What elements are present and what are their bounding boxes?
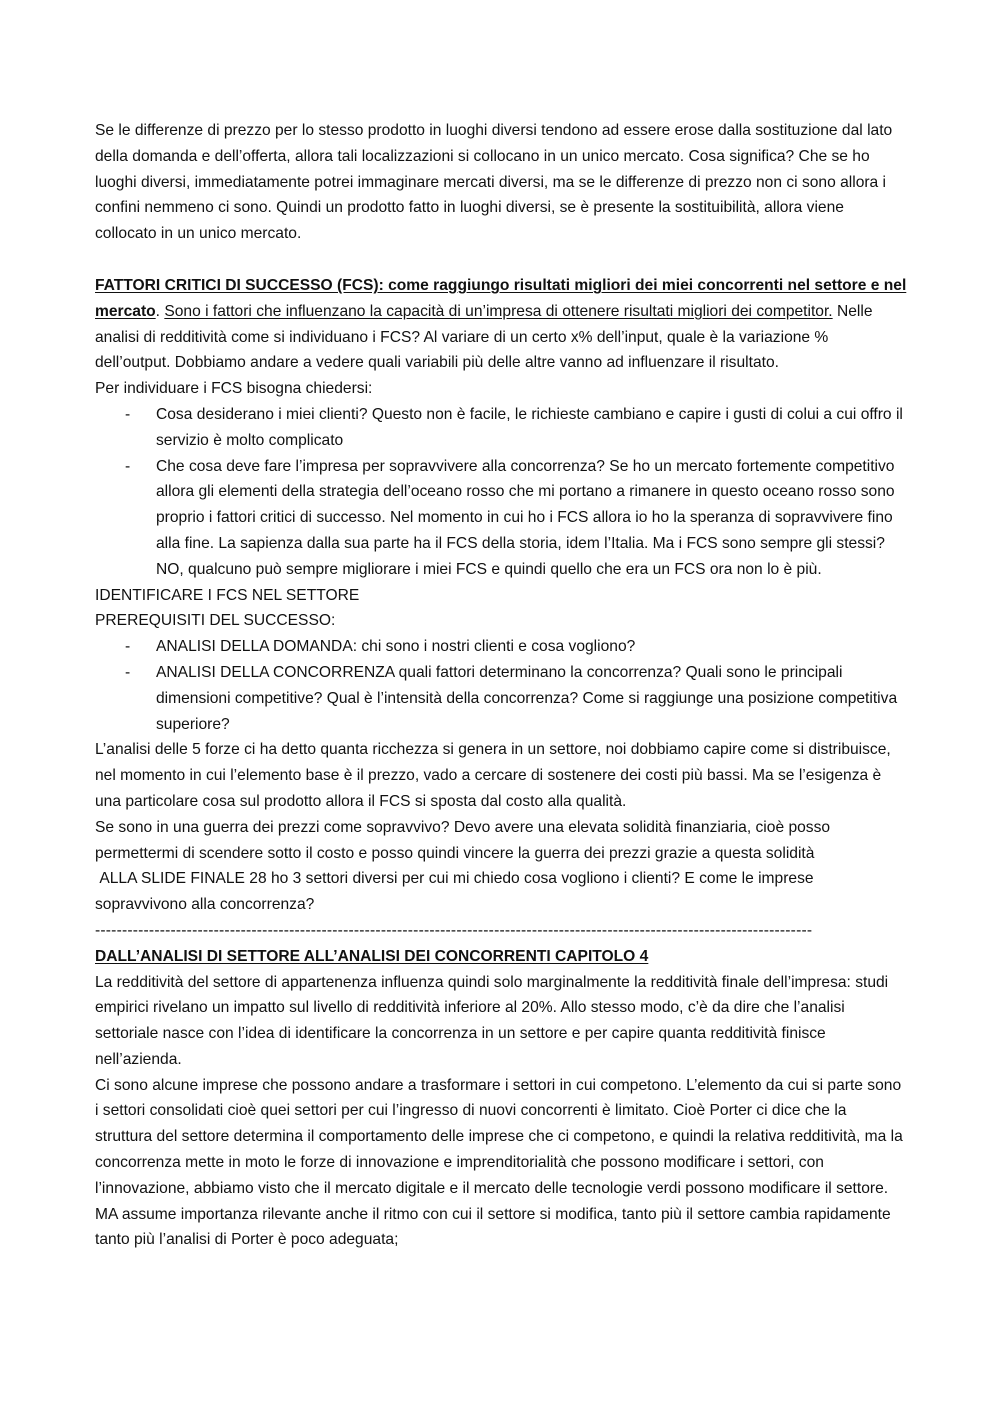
prerequisites-title: PREREQUISITI DEL SUCCESSO: [95, 612, 336, 630]
list-item-text: Cosa desiderano i miei clienti? Questo non è facile, le richieste cambiano e capire i gusti di colui a cui offro il servizio è molto complicato [156, 405, 903, 449]
prerequisites-list [95, 634, 907, 737]
dash-bullet: - [125, 405, 131, 423]
five-forces-paragraph: L’analisi delle 5 forze ci ha detto quanta ricchezza si genera in un settore, noi dobbiamo capire come si distribuisce, nel momento in cui l’elemento base è il prezzo, vado a cercare di sostenere dei costi più bassi. Ma se l’esigenza è una particolare cosa sul prodotto allora il FCS si sposta dal costo alla qualità. [95, 741, 891, 810]
price-war-paragraph: Se sono in una guerra dei prezzi come sopravvivo? Devo avere una elevata solidità finanziaria, cioè posso permettermi di scendere sotto il costo e posso quindi vincere la guerra dei prezzi grazie a questa solidità [95, 818, 831, 862]
chapter-paragraph-1: La redditività del settore di appartenenza influenza quindi solo marginalmente la redditività finale dell’impresa: studi empirici rivelano un impatto sul livello di redditività inferiore al 20%. Allo stesso modo, c’è da dire che l’analisi settoriale nasce con l’idea di identificare la concorrenza in un settore e per capire quanta redditività finisce nell’azienda. [95, 973, 889, 1068]
chapter-heading: DALL’ANALISI DI SETTORE ALL’ANALISI DEI CONCORRENTI CAPITOLO 4 [95, 947, 649, 965]
fcs-analysis-text: Nelle analisi di redditività come si individuano i FCS? Al variare di un certo x% dell’input, quale è la variazione % dell’output. Dobbiamo andare a vedere quali variabili più delle altre vanno ad influenzare il risultato. [95, 302, 873, 372]
list-item-text: ANALISI DELLA DOMANDA: chi sono i nostri clienti e cosa vogliono? [156, 638, 636, 656]
list-item [95, 660, 907, 737]
fcs-definition: Sono i fattori che influenzano la capacità di un’impresa di ottenere risultati migliori dei competitor. [164, 302, 833, 320]
fcs-questions-list [95, 402, 907, 583]
dash-bullet: - [125, 663, 131, 681]
fcs-paragraph: FATTORI CRITICI DI SUCCESSO (FCS): come raggiungo risultati migliori dei miei concorrenti nel settore e nel mercato. Sono i fattori che influenzano la capacità di un’impresa di ottenere risultati migliori dei competitor. Nelle analisi di redditività come si individuano i FCS? Al variare di un certo x% dell’input, quale è la variazione % dell’output. Dobbiamo andare a vedere quali variabili più delle altre vanno ad influenzare il risultato. [95, 276, 907, 372]
dashed-separator: ------------------------------------------------------------------------------------------------------------------------------------- [95, 921, 813, 939]
list-item [95, 402, 907, 454]
chapter-paragraph-2: Ci sono alcune imprese che possono andare a trasformare i settori in cui competono. L’elemento da cui si parte sono i settori consolidati cioè quei settori per cui l’ingresso di nuovi concorrenti è limitato. Cioè Porter ci dice che la struttura del settore determina il comportamento delle imprese che ci competono, e quindi la relativa redditività, ma la concorrenza mette in moto le forze di innovazione e imprenditorialità che possono modificare i settori, con l’innovazione, abbiamo visto che il mercato digitale e il mercato delle tecnologie verdi possono modificare il settore. MA assume importanza rilevante anche il ritmo con cui il settore si modifica, tanto più il settore cambia rapidamente tanto più l’analisi di Porter è poco adeguata; [95, 1076, 903, 1249]
list-item [95, 454, 907, 583]
dash-bullet: - [125, 638, 131, 656]
list-item [95, 634, 907, 660]
page-content [95, 118, 907, 1253]
list-item-text: Che cosa deve fare l’impresa per sopravvivere alla concorrenza? Se ho un mercato fortemente competitivo allora gli elementi della strategia dell’oceano rosso che mi portano a rimanere in questo oceano rosso sono proprio i fattori critici di successo. Nel momento in cui ho i FCS allora io ho la speranza di sopravvivere fino alla fine. La sapienza dalla sua parte ha il FCS della storia, idem l’Italia. Ma i FCS sono sempre gli stessi? NO, qualcuno può sempre migliorare i miei FCS e quindi quello che era un FCS ora non lo è più. [156, 457, 895, 578]
dash-bullet: - [125, 457, 131, 475]
fcs-heading: FATTORI CRITICI DI SUCCESSO (FCS): come raggiungo risultati migliori dei miei concorrenti nel settore e nel mercato [95, 276, 907, 320]
final-slide-paragraph: ALLA SLIDE FINALE 28 ho 3 settori diversi per cui mi chiedo cosa vogliono i clienti? E come le imprese sopravvivono alla concorrenza? [95, 870, 818, 914]
fcs-questions-intro: Per individuare i FCS bisogna chiedersi: [95, 380, 373, 398]
list-item-text: ANALISI DELLA CONCORRENZA quali fattori determinano la concorrenza? Quali sono le principali dimensioni competitive? Qual è l’intensità della concorrenza? Come si raggiunge una posizione competitiva superiore? [156, 663, 898, 733]
identify-fcs-title: IDENTIFICARE I FCS NEL SETTORE [95, 586, 360, 604]
paragraph-gap [95, 247, 907, 273]
market-substitution-paragraph: Se le differenze di prezzo per lo stesso prodotto in luoghi diversi tendono ad essere erose dalla sostituzione dal lato della domanda e dell’offerta, allora tali localizzazioni si collocano in un unico mercato. Cosa significa? Che se ho luoghi diversi, immediatamente potrei immaginare mercati diversi, ma se le differenze di prezzo non ci sono allora i confini nemmeno ci sono. Quindi un prodotto fatto in luoghi diversi, se è presente la sostituibilità, allora viene collocato in un unico mercato. [95, 122, 893, 243]
